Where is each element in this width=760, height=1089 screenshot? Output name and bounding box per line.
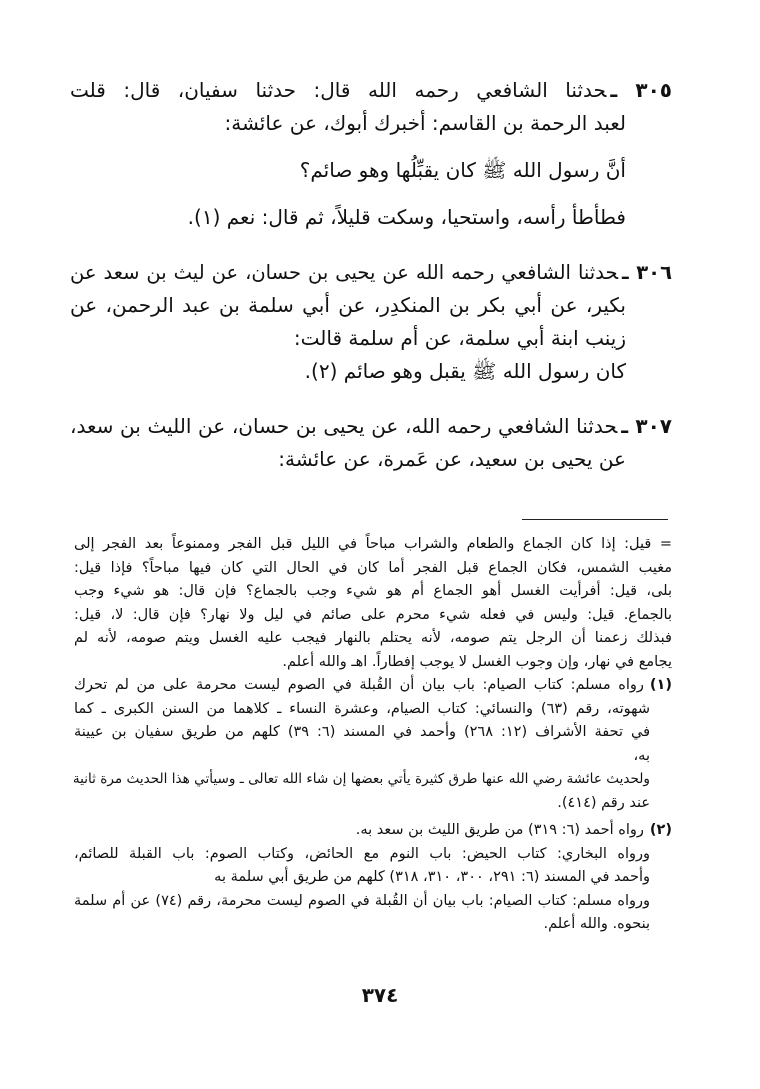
footnote-continuation [74, 533, 672, 674]
footnote-line: به، [633, 747, 650, 764]
footnote-line: بالجماع. قيل: وليس في فعله شيء محرم على صائم في ليل ولا نهار؟ فإن قال: لا، قيل: [74, 606, 672, 623]
footnote-number: (٢) [649, 822, 672, 838]
line-text: رواه أحمد (٦: ٣١٩) من طريق الليث بن سعد به. [355, 822, 644, 838]
hadith-305 [70, 74, 672, 234]
footnote-line: في تحفة الأشراف (١٢: ٢٦٨) وأحمد في المسند (٦: ٣٩) كلهم من طريق سفيان بن عيينة [74, 724, 651, 740]
footnote-line: ورواه البخاري: كتاب الحيض: باب النوم مع الحائض، وكتاب الصوم: باب القبلة للصائم، [74, 845, 650, 862]
line-text: حدثنا الشافعي رحمه الله قال: حدثنا سفيان، قال: قلت [70, 78, 607, 102]
footnote-line: شهوته، رقم (٦٣) والنسائي: كتاب الصيام، وعشرة النساء ـ كلاهما من السنن الكبرى ـ كما [74, 700, 650, 717]
hadith-number: ٣٠٧ ـ [621, 414, 672, 438]
footnote-line: مغيب الشمس، فكان الجماع قبل الفجر أما كان في الحال التي كان فيها مباحاً؟ فإذا قيل: [74, 559, 672, 576]
footnote-separator [522, 519, 668, 520]
footnote-line [74, 819, 672, 843]
line-text: رواه مسلم: كتاب الصيام: باب بيان أن القُبلة في الصوم ليست محرمة على من لم تحرك [74, 677, 644, 693]
text-line [70, 256, 672, 289]
footnote-2 [74, 819, 672, 937]
text-line: لعبد الرحمة بن القاسم: أخبرك أبوك، عن عائشة: [224, 111, 626, 135]
text-line: كان رسول الله ﷺ يقبل وهو صائم (٢). [304, 359, 626, 383]
footnote-line [74, 674, 672, 698]
footnote-line: عند رقم (٤١٤). [557, 794, 650, 811]
text-line: بكير، عن أبي بكر بن المنكدِر، عن أبي سلمة بن عبد الرحمن، عن [70, 293, 626, 317]
hadith-number: ٣٠٥ ـ [610, 78, 672, 102]
footnote-line: بنحوه. والله أعلم. [543, 916, 650, 932]
text-line [70, 410, 672, 443]
footnote-number: (١) [649, 677, 672, 693]
text-line [70, 74, 672, 107]
hadith-306 [70, 256, 672, 388]
hadith-307 [70, 410, 672, 476]
footnote-1 [74, 674, 672, 815]
line-text: حدثنا الشافعي رحمه الله، عن يحيى بن حسان، عن الليث بن سعد، [70, 414, 618, 438]
footnote-line: ولحديث عائشة رضي الله عنها طرق كثيرة يأتي بعضها إن شاء الله تعالى ـ وسيأتي هذا الحديث مرة ثانية [72, 771, 650, 787]
footnote-line: = قيل: إذا كان الجماع والطعام والشراب مباحاً في الليل قبل الفجر وممنوعاً بعد الفجر إلى [74, 536, 672, 552]
text-line: زينب ابنة أبي سلمة، عن أم سلمة قالت: [293, 326, 626, 350]
footnotes [74, 533, 672, 937]
page-number: ٣٧٤ [361, 983, 399, 1007]
main-text [70, 74, 672, 476]
footnote-line: فبذلك زعمنا أن الرجل يتم صومه، لأنه يحتلم بالنهار فيجب عليه الغسل ويتم صومه، لأنه لم [74, 630, 672, 646]
footnote-line: وأحمد في المسند (٦: ٢٩١، ٣٠٠، ٣١٠، ٣١٨) كلهم من طريق أبي سلمة به [214, 869, 650, 885]
hadith-number: ٣٠٦ ـ [622, 261, 672, 284]
footnote-line: يجامع في نهار، وإن وجوب الغسل لا يوجب إفطاراً. اهـ والله أعلم. [282, 653, 672, 670]
footnote-line: ورواه مسلم: كتاب الصيام: باب بيان أن القُبلة في الصوم ليست محرمة، رقم (٧٤) عن أم سلمة [74, 892, 650, 909]
text-line: عن يحيى بن سعيد، عن عَمرة، عن عائشة: [278, 447, 626, 471]
footnote-line: بلى، قيل: أفرأيت الغسل أهو الجماع أم هو شيء وجب بالجماع؟ فإن قال: هو شيء وجب [74, 583, 672, 599]
text-line: أنَّ رسول الله ﷺ كان يقبِّلُها وهو صائم؟ [299, 158, 626, 182]
line-text: حدثنا الشافعي رحمه الله عن يحيى بن حسان، عن ليث بن سعد عن [70, 261, 619, 284]
text-line: فطأطأ رأسه، واستحيا، وسكت قليلاً، ثم قال: نعم (١). [187, 205, 626, 229]
